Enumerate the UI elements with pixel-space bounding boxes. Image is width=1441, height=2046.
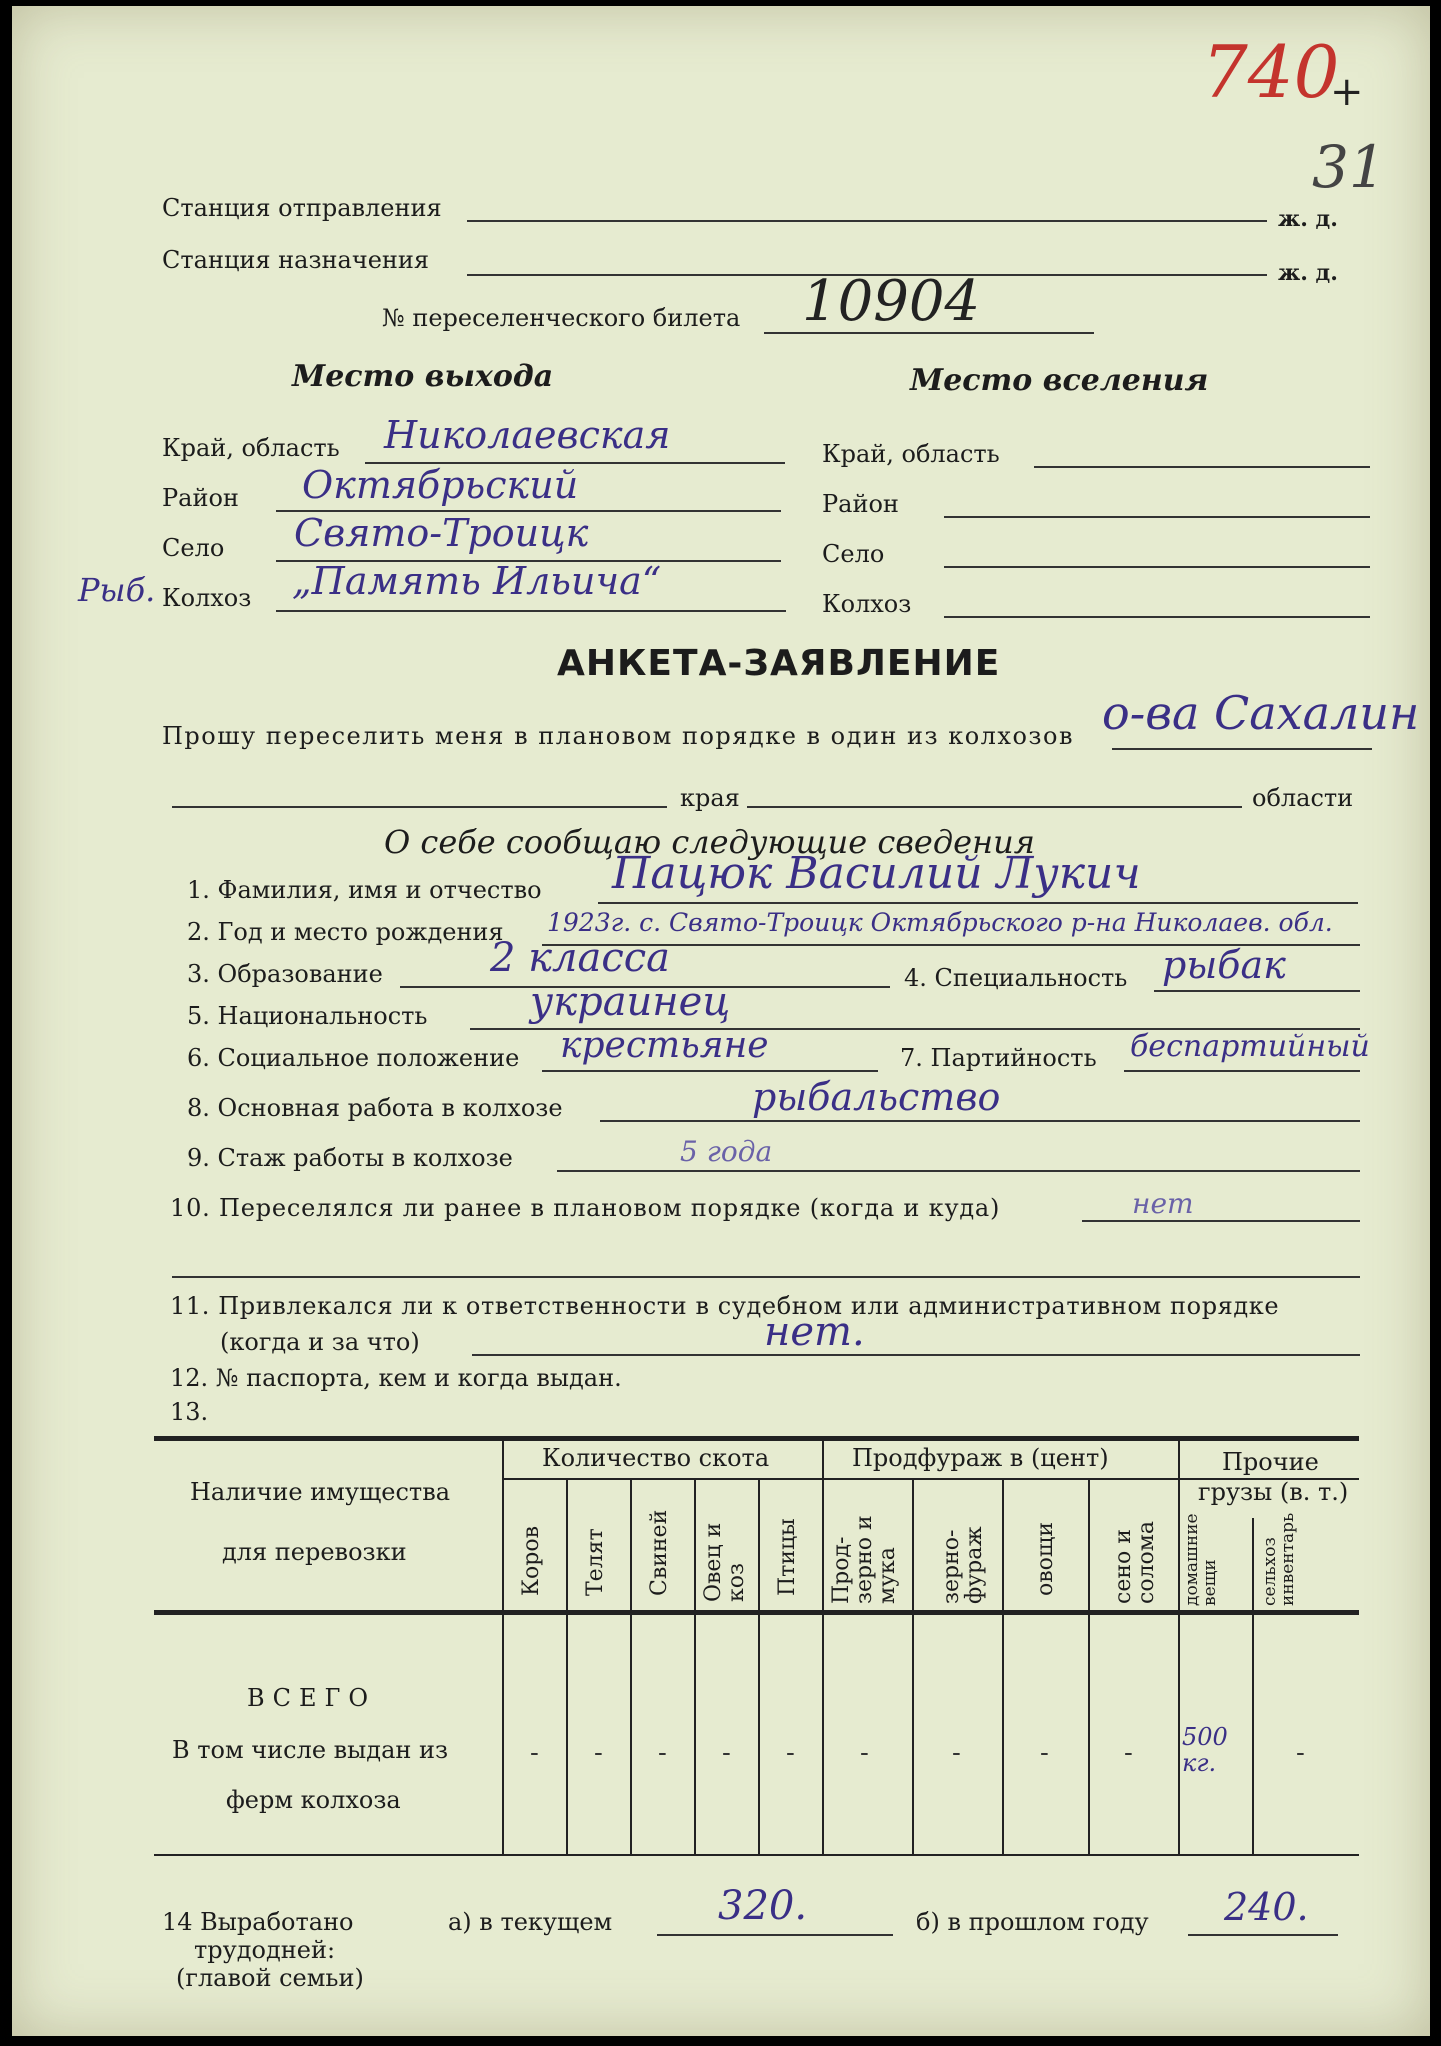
field-4-line [1154,990,1360,992]
ticket-value: 10904 [802,269,981,334]
field-8-label: 8. Основная работа в колхозе [187,1094,563,1122]
col-header-sheep-goats: Овец и коз [701,1522,750,1602]
value-calves: - [594,1738,603,1768]
destination-region-line [1034,466,1370,468]
col-header-farm-tools: сельхоз инвентарь [1260,1512,1298,1606]
field-11-line [472,1354,1360,1356]
destination-title: Место вселения [910,363,1209,398]
col-sep-0 [502,1436,504,1856]
workdays-label-3: (главой семьи) [176,1964,364,1992]
field-3-value: 2 класса [490,935,671,981]
value-cows: - [530,1738,539,1768]
field-7-line [1124,1070,1360,1072]
value-grain-fodder: - [952,1738,961,1768]
destination-station-label: Станция назначения [162,246,430,274]
field-1-label: 1. Фамилия, имя и отчество [187,876,542,904]
field-11-sub: (когда и за что) [220,1328,420,1356]
departure-station-line [467,220,1267,222]
destination-region-label: Край, область [822,440,1000,468]
kraya-line [172,806,667,808]
request-text: Прошу переселить меня в плановом порядке в один из колхозов [162,722,1074,750]
field-13-label: 13. [170,1398,209,1426]
col-sep-10 [1252,1518,1254,1856]
value-sheep-goats: - [722,1738,731,1768]
col-sep-2 [630,1478,632,1856]
workdays-current-line [657,1934,893,1936]
field-8-line [600,1120,1360,1122]
field-6-label: 6. Социальное положение [187,1044,520,1072]
field-1-value: Пацюк Василий Лукич [612,848,1141,899]
workdays-past-line [1188,1934,1338,1936]
value-farm-tools: - [1296,1738,1305,1768]
col-header-hay-straw: сено и солома [1111,1520,1160,1604]
col-header-pigs: Свиней [647,1509,672,1596]
field-4-label: 4. Специальность [904,964,1128,992]
incl-label-1: В том числе выдан из [172,1736,449,1764]
departure-station-label: Станция отправления [162,194,442,222]
col-header-calves: Телят [583,1528,608,1596]
oblasti-line [747,806,1242,808]
col-sep-1 [566,1478,568,1856]
workdays-past-value: 240. [1224,1885,1309,1929]
section-title: О себе сообщаю следующие сведения [384,823,1035,861]
group-other-1: Прочие [1222,1448,1319,1476]
value-hay-straw: - [1124,1738,1133,1768]
workdays-label-1: 14 Выработано [162,1908,354,1936]
field-10-label: 10. Переселялся ли ранее в плановом порядке (когда и куда) [170,1194,1001,1222]
origin-kolkhoz-value: „Память Ильича“ [292,559,662,603]
request-line [1112,748,1372,750]
field-7-value: беспартийный [1130,1029,1370,1064]
field-2-label: 2. Год и место рождения [187,918,504,946]
col-header-poultry: Птицы [775,1518,800,1596]
col-header-household: домашние вещи [1182,1513,1220,1606]
archive-number: 740 [1202,30,1340,114]
workdays-label-2: трудодней: [194,1936,336,1964]
field-9-line [557,1170,1360,1172]
value-poultry: - [786,1738,795,1768]
destination-kolkhoz-label: Колхоз [822,590,912,618]
ticket-label: № переселенческого билета [382,304,741,332]
group-other-2: грузы (в. т.) [1198,1478,1349,1506]
document-sheet [12,6,1430,2036]
origin-region-label: Край, область [162,434,340,462]
workdays-current-label: а) в текущем [448,1908,613,1936]
field-12-label: 12. № паспорта, кем и когда выдан. [170,1364,622,1392]
form-title: АНКЕТА-ЗАЯВЛЕНИЕ [557,643,1001,684]
field-3-label: 3. Образование [187,960,383,988]
request-value: о-ва Сахалин [1102,686,1420,740]
col-header-cows: Коров [519,1526,544,1596]
col-header-vegetables: овощи [1033,1522,1058,1596]
field-6-value: крестьянe [560,1025,769,1066]
value-household: 500 кг. [1182,1723,1228,1778]
field-4-value: рыбак [1162,943,1286,987]
field-7-label: 7. Партийность [900,1044,1097,1072]
origin-title: Место выхода [292,359,554,394]
origin-kolkhoz-label: Колхоз [162,584,252,612]
sheet-number: 31 [1312,133,1386,201]
group-livestock: Количество скота [542,1444,770,1472]
rail-suffix-2: ж. д. [1278,260,1338,286]
destination-district-line [944,516,1370,518]
origin-district-label: Район [162,484,239,512]
row-header-1: Наличие имущества [190,1478,451,1506]
field-11-value: нет. [764,1309,865,1355]
incl-label-2: ферм колхоза [226,1786,401,1814]
col-sep-group-2 [1178,1436,1180,1856]
total-label: ВСЕГО [247,1684,377,1712]
col-header-grain-fodder: зерно-фураж [939,1526,988,1604]
col-sep-4 [758,1478,760,1856]
destination-district-label: Район [822,490,899,518]
field-11-label: 11. Привлекался ли к ответственности в судебном или административном порядке [170,1292,1280,1320]
field-5-label: 5. Национальность [187,1002,428,1030]
field-10-value: нет [1132,1187,1194,1220]
col-sep-7 [1002,1478,1004,1856]
oblasti-label: области [1252,784,1354,812]
destination-kolkhoz-line [944,616,1370,618]
origin-village-label: Село [162,534,225,562]
destination-village-label: Село [822,540,885,568]
origin-region-value: Николаевская [384,413,671,457]
col-sep-6 [912,1478,914,1856]
field-9-value: 5 года [680,1135,773,1168]
row-header-2: для перевозки [222,1538,407,1566]
col-sep-8 [1088,1478,1090,1856]
field-10-line [1082,1220,1360,1222]
rail-suffix-1: ж. д. [1278,206,1338,232]
origin-kolkhoz-line [276,610,786,612]
value-vegetables: - [1040,1738,1049,1768]
col-sep-3 [694,1478,696,1856]
field-8-value: рыбальство [752,1075,1001,1119]
kraya-label: края [680,784,740,812]
field-5-value: украинец [530,979,731,1025]
value-pigs: - [658,1738,667,1768]
workdays-past-label: б) в прошлом году [916,1908,1149,1936]
destination-village-line [944,566,1370,568]
field-2-value: 1923г. с. Свято-Троицк Октябрьского р-на Николаев. обл. [547,908,1333,937]
plus-mark: + [1330,69,1364,115]
col-sep-group-1 [822,1436,824,1856]
group-fodder: Продфураж в (цент) [852,1444,1109,1472]
field-10-line-2 [172,1276,1360,1278]
origin-village-value: Свято-Троицк [294,511,589,555]
origin-kolkhoz-prefix: Рыб. [78,571,156,609]
workdays-current-value: 320. [718,1883,808,1929]
value-grain-flour: - [860,1738,869,1768]
field-6-line [542,1070,878,1072]
origin-district-value: Октябрьский [302,463,579,507]
field-9-label: 9. Стаж работы в колхозе [187,1144,513,1172]
col-header-grain-flour: Прод-зерно и мука [829,1515,901,1604]
field-1-line [598,902,1358,904]
